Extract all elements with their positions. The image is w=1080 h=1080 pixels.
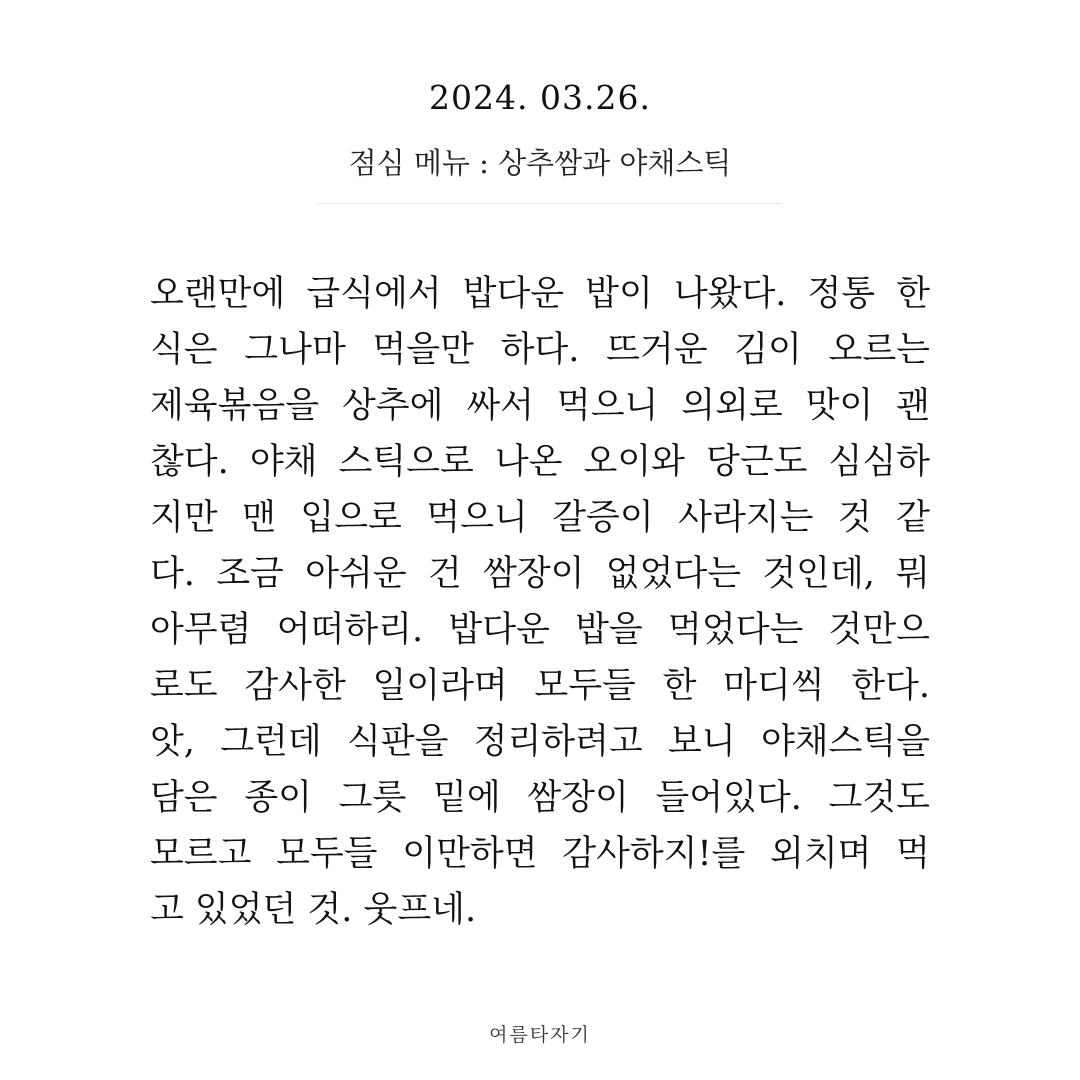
post-date: 2024. 03.26. <box>429 78 651 117</box>
diary-body <box>150 266 930 938</box>
body-line: 지만 맨 입으로 먹으니 갈증이 사라지는 것 같 <box>150 498 930 538</box>
body-line: 고 있었던 것. 웃프네. <box>150 890 477 930</box>
body-line: 식은 그나마 먹을만 하다. 뜨거운 김이 오르는 <box>150 330 930 370</box>
body-line: 제육볶음을 상추에 싸서 먹으니 의외로 맛이 괜 <box>150 386 930 426</box>
lunch-menu-title: 점심 메뉴 : 상추쌈과 야채스틱 <box>348 146 732 180</box>
body-line: 다. 조금 아쉬운 건 쌈장이 없었다는 것인데, 뭐 <box>150 554 930 594</box>
body-line: 로도 감사한 일이라며 모두들 한 마디씩 한다. <box>150 666 930 706</box>
author-signature: 여름타자기 <box>489 1024 591 1046</box>
body-line: 담은 종이 그릇 밑에 쌈장이 들어있다. 그것도 <box>150 778 930 818</box>
body-line: 오랜만에 급식에서 밥다운 밥이 나왔다. 정통 한 <box>150 274 930 314</box>
body-line: 찮다. 야채 스틱으로 나온 오이와 당근도 심심하 <box>150 442 930 482</box>
body-line: 모르고 모두들 이만하면 감사하지!를 외치며 먹 <box>150 834 930 874</box>
body-line: 아무렴 어떠하리. 밥다운 밥을 먹었다는 것만으 <box>150 610 930 650</box>
body-line: 앗, 그런데 식판을 정리하려고 보니 야채스틱을 <box>150 722 930 762</box>
header-divider <box>318 203 781 204</box>
